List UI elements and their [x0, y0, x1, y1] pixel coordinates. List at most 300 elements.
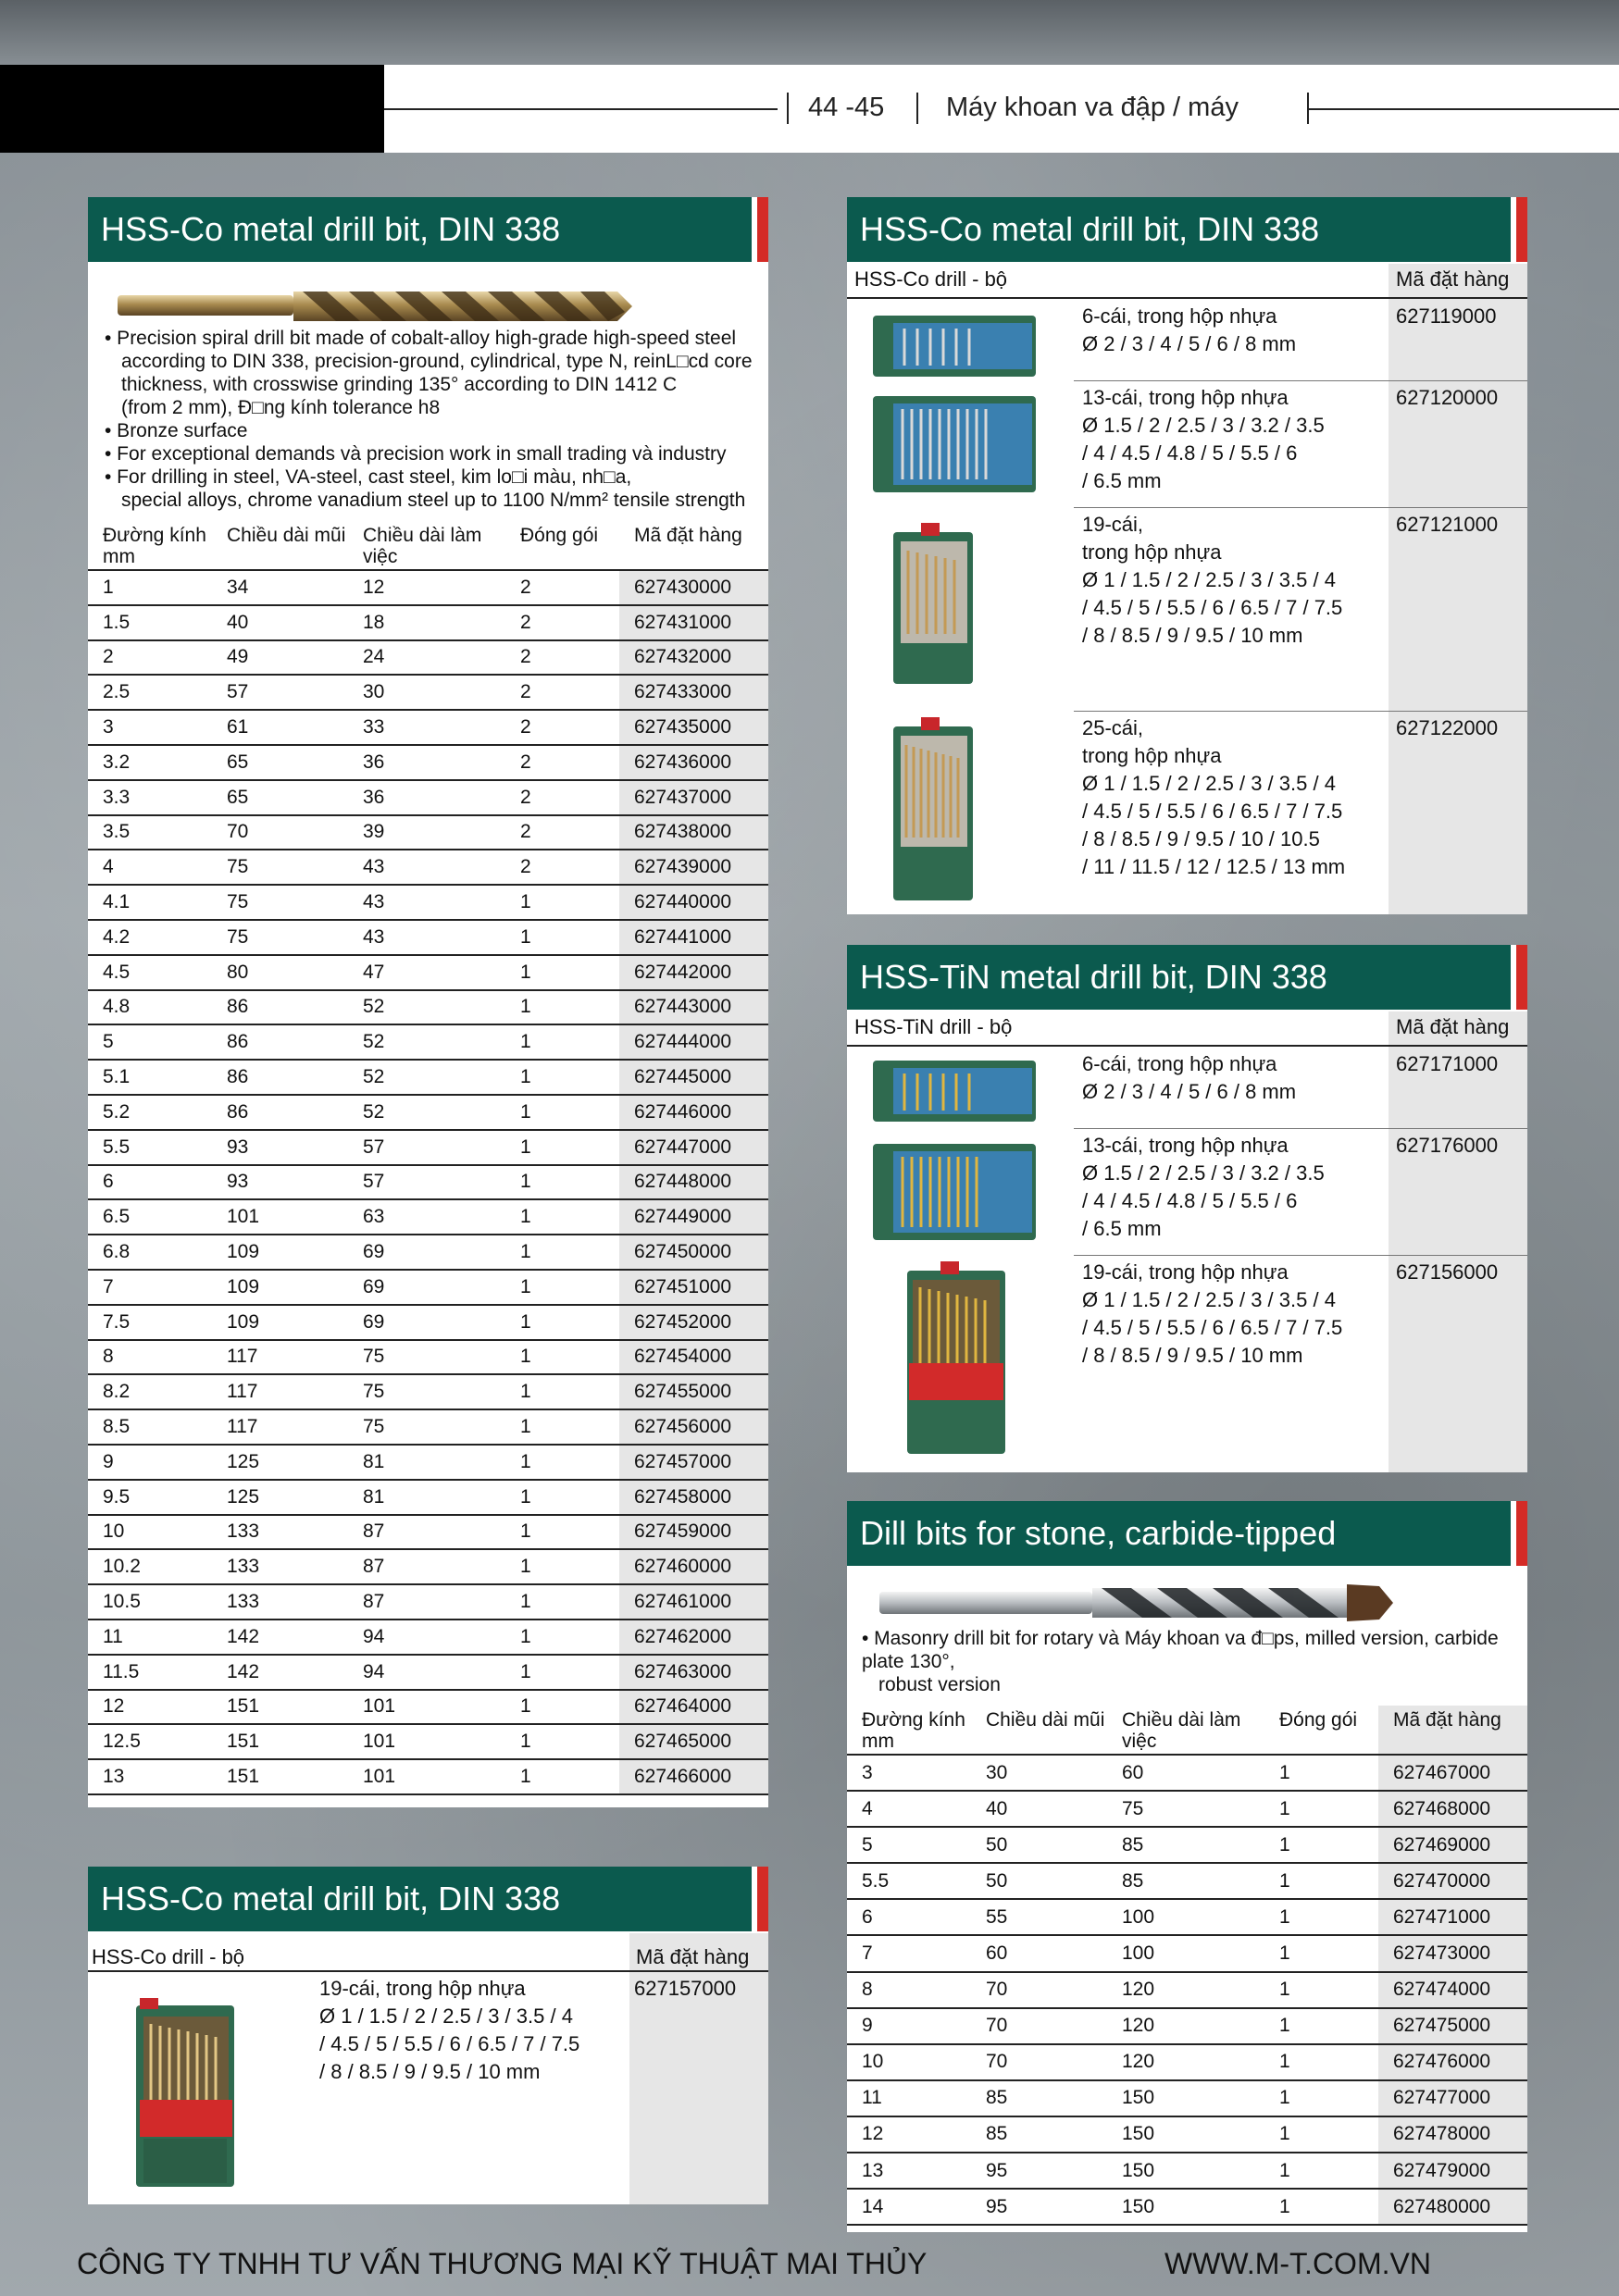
- length-cell: 95: [971, 2189, 1107, 2225]
- panel-title-text: HSS-TiN metal drill bit, DIN 338: [860, 958, 1327, 996]
- working-length-cell: 150: [1107, 2153, 1264, 2189]
- pack-cell: 2: [505, 570, 619, 605]
- length-cell: 133: [212, 1549, 348, 1584]
- order-code-cell: 627462000: [619, 1620, 768, 1655]
- working-length-cell: 47: [348, 955, 505, 990]
- working-length-cell: 101: [348, 1724, 505, 1759]
- table-row: [88, 955, 768, 990]
- diameter-cell: 3: [88, 710, 212, 745]
- diameter-cell: 8: [847, 1972, 971, 2008]
- working-length-cell: 101: [348, 1690, 505, 1725]
- header-rule: [88, 1970, 768, 1972]
- set-label: HSS-Co drill - bộ: [92, 1945, 245, 1968]
- order-code-cell: 627480000: [1378, 2189, 1527, 2225]
- set-item-line: / 6.5 mm: [1082, 1217, 1162, 1240]
- table-row: [847, 1791, 1527, 1827]
- table-row: [88, 605, 768, 640]
- order-code-cell: 627451000: [619, 1270, 768, 1305]
- feature-line: robust version: [878, 1674, 1001, 1695]
- table-row: [847, 2008, 1527, 2044]
- panel-title: [847, 197, 1527, 262]
- pack-cell: 1: [505, 1270, 619, 1305]
- working-length-cell: 43: [348, 920, 505, 955]
- length-cell: 117: [212, 1409, 348, 1445]
- set-item-description: [1082, 714, 1345, 881]
- order-code-cell: 627460000: [619, 1549, 768, 1584]
- length-cell: 109: [212, 1235, 348, 1270]
- pack-cell: 1: [1264, 1899, 1378, 1935]
- pack-cell: 1: [1264, 1791, 1378, 1827]
- order-code-cell: 627452000: [619, 1305, 768, 1340]
- panel-title-text: HSS-Co metal drill bit, DIN 338: [101, 1880, 561, 1917]
- tin-set-case-13-image: [873, 1144, 1040, 1246]
- set-item-line: 25-cái,: [1082, 716, 1144, 739]
- table-row: [88, 570, 768, 605]
- length-cell: 80: [212, 955, 348, 990]
- diameter-cell: 3.3: [88, 780, 212, 815]
- length-cell: 75: [212, 920, 348, 955]
- website-link[interactable]: WWW.M-T.COM.VN: [1164, 2247, 1431, 2280]
- order-code-cell: 627467000: [1378, 1755, 1527, 1791]
- pack-cell: 1: [505, 1305, 619, 1340]
- table-row: [88, 1480, 768, 1515]
- set-item-description: [319, 1975, 579, 2086]
- table-row: [88, 1445, 768, 1480]
- pack-cell: 1: [1264, 2044, 1378, 2080]
- page-title: Máy khoan va đập / máy: [946, 93, 1239, 122]
- length-cell: 61: [212, 710, 348, 745]
- panel-title: [847, 945, 1527, 1010]
- length-cell: 70: [212, 815, 348, 850]
- diameter-cell: 2.5: [88, 675, 212, 710]
- pack-cell: 1: [1264, 2008, 1378, 2044]
- header-rule: [847, 297, 1527, 299]
- drill-bit-image: [118, 279, 636, 334]
- pack-cell: 1: [505, 1409, 619, 1445]
- diameter-cell: 4.1: [88, 885, 212, 920]
- order-code-cell: 627435000: [619, 710, 768, 745]
- set-item-line: 6-cái, trong hộp nhựa: [1082, 1052, 1277, 1075]
- column-header: Chiều dài mũi: [212, 521, 348, 570]
- diameter-cell: 7.5: [88, 1305, 212, 1340]
- order-code-cell: 627478000: [1378, 2116, 1527, 2153]
- working-length-cell: 57: [348, 1130, 505, 1165]
- table-row: [88, 1620, 768, 1655]
- table-header-row: [847, 1706, 1527, 1755]
- set-item-line: 19-cái,: [1082, 513, 1144, 536]
- length-cell: 60: [971, 1935, 1107, 1971]
- working-length-cell: 52: [348, 1095, 505, 1130]
- length-cell: 117: [212, 1374, 348, 1409]
- order-code-cell: 627446000: [619, 1095, 768, 1130]
- table-row: [88, 1024, 768, 1060]
- table-row: [88, 1549, 768, 1584]
- table-row: [88, 1655, 768, 1690]
- table-row: [88, 1095, 768, 1130]
- order-code-cell: 627440000: [619, 885, 768, 920]
- order-code-cell: 627447000: [619, 1130, 768, 1165]
- working-length-cell: 30: [348, 675, 505, 710]
- order-code-cell: 627459000: [619, 1515, 768, 1550]
- set-item-line: Ø 1 / 1.5 / 2 / 2.5 / 3 / 3.5 / 4: [1082, 772, 1336, 795]
- order-code-cell: 627471000: [1378, 1899, 1527, 1935]
- table-row: [88, 885, 768, 920]
- working-length-cell: 100: [1107, 1899, 1264, 1935]
- order-code-cell: 627450000: [619, 1235, 768, 1270]
- pack-cell: 1: [505, 1130, 619, 1165]
- set-item-line: 6-cái, trong hộp nhựa: [1082, 304, 1277, 328]
- working-length-cell: 94: [348, 1655, 505, 1690]
- length-cell: 142: [212, 1620, 348, 1655]
- table-row: [847, 1972, 1527, 2008]
- order-code-cell: 627439000: [619, 850, 768, 885]
- working-length-cell: 75: [1107, 1791, 1264, 1827]
- set-order-code: 627171000: [1396, 1052, 1499, 1075]
- set-item-line: / 4.5 / 5 / 5.5 / 6 / 6.5 / 7 / 7.5: [319, 2032, 580, 2055]
- set-item-line: / 8 / 8.5 / 9 / 9.5 / 10 mm: [319, 2060, 541, 2083]
- feature-line: according to DIN 338, precision-ground, cylindrical, type N, reinL□cd core: [121, 351, 753, 372]
- length-cell: 142: [212, 1655, 348, 1690]
- feature-line: • For exceptional demands và precision work in small trading và industry: [105, 443, 727, 465]
- order-code-cell: 627474000: [1378, 1972, 1527, 2008]
- working-length-cell: 24: [348, 640, 505, 676]
- drill-set-case-13-image: [873, 396, 1040, 498]
- length-cell: 151: [212, 1759, 348, 1794]
- pack-cell: 1: [1264, 2080, 1378, 2116]
- feature-line: • Masonry drill bit for rotary và Máy khoan va đ□ps, milled version, carbide plate 130°,: [862, 1628, 1499, 1672]
- diameter-cell: 1: [88, 570, 212, 605]
- order-code-cell: 627466000: [619, 1759, 768, 1794]
- pack-cell: 2: [505, 605, 619, 640]
- order-code-column: [1389, 264, 1527, 914]
- table-row: [847, 1755, 1527, 1791]
- length-cell: 109: [212, 1270, 348, 1305]
- working-length-cell: 75: [348, 1340, 505, 1375]
- set-item-line: Ø 1.5 / 2 / 2.5 / 3 / 3.2 / 3.5: [1082, 414, 1325, 437]
- pack-cell: 1: [505, 1655, 619, 1690]
- set-item-line: 19-cái, trong hộp nhựa: [1082, 1260, 1289, 1284]
- length-cell: 50: [971, 1827, 1107, 1863]
- panel-title-text: Dill bits for stone, carbide-tipped: [860, 1514, 1337, 1552]
- red-accent-bar: [757, 1867, 768, 1931]
- pack-cell: 1: [505, 1620, 619, 1655]
- header-divider: [787, 93, 789, 124]
- set-label: HSS-Co drill - bộ: [854, 267, 1008, 291]
- pack-cell: 1: [505, 1024, 619, 1060]
- tin-set-case-6-image: [873, 1061, 1040, 1125]
- length-cell: 93: [212, 1130, 348, 1165]
- diameter-cell: 8.2: [88, 1374, 212, 1409]
- order-code-cell: 627476000: [1378, 2044, 1527, 2080]
- column-header: Chiều dài mũi: [971, 1706, 1107, 1755]
- feature-line: special alloys, chrome vanadium steel up to 1100 N/mm² tensile strength: [121, 490, 746, 511]
- working-length-cell: 69: [348, 1305, 505, 1340]
- length-cell: 34: [212, 570, 348, 605]
- length-cell: 65: [212, 745, 348, 780]
- set-item-line: 13-cái, trong hộp nhựa: [1082, 1134, 1289, 1157]
- working-length-cell: 150: [1107, 2116, 1264, 2153]
- pack-cell: 1: [1264, 2153, 1378, 2189]
- diameter-cell: 12.5: [88, 1724, 212, 1759]
- order-code-cell: 627454000: [619, 1340, 768, 1375]
- top-texture-strip: [0, 0, 1619, 65]
- set-item-line: Ø 1 / 1.5 / 2 / 2.5 / 3 / 3.5 / 4: [319, 2004, 573, 2028]
- working-length-cell: 85: [1107, 1827, 1264, 1863]
- working-length-cell: 100: [1107, 1935, 1264, 1971]
- header-rule-left: [384, 108, 778, 110]
- panel-title-text: HSS-Co metal drill bit, DIN 338: [860, 210, 1320, 248]
- diameter-cell: 5.5: [88, 1130, 212, 1165]
- pack-cell: 1: [505, 1690, 619, 1725]
- table-row: [88, 1340, 768, 1375]
- diameter-cell: 8: [88, 1340, 212, 1375]
- pack-cell: 1: [505, 920, 619, 955]
- order-code-cell: 627443000: [619, 990, 768, 1025]
- length-cell: 133: [212, 1515, 348, 1550]
- set-row-divider: [1074, 1128, 1527, 1129]
- working-length-cell: 63: [348, 1199, 505, 1235]
- header-black-block: [0, 65, 384, 153]
- table-row: [847, 2044, 1527, 2080]
- length-cell: 101: [212, 1199, 348, 1235]
- header-divider: [916, 93, 918, 124]
- header-rule-right: [1309, 108, 1619, 110]
- column-header: Đóng gói: [1264, 1706, 1378, 1755]
- length-cell: 75: [212, 850, 348, 885]
- length-cell: 86: [212, 1060, 348, 1095]
- length-cell: 85: [971, 2116, 1107, 2153]
- pack-cell: 1: [1264, 1755, 1378, 1791]
- pack-cell: 2: [505, 780, 619, 815]
- panel-title: [88, 1867, 768, 1931]
- pack-cell: 1: [505, 1549, 619, 1584]
- set-row-divider: [1074, 1255, 1527, 1256]
- diameter-cell: 3: [847, 1755, 971, 1791]
- table-row: [88, 745, 768, 780]
- panel-title: [847, 1501, 1527, 1566]
- set-item-line: / 4.5 / 5 / 5.5 / 6 / 6.5 / 7 / 7.5: [1082, 800, 1343, 823]
- table-row: [88, 1305, 768, 1340]
- pack-cell: 1: [1264, 1972, 1378, 2008]
- table-row: [88, 1584, 768, 1620]
- diameter-cell: 6.8: [88, 1235, 212, 1270]
- set-item-line: Ø 2 / 3 / 4 / 5 / 6 / 8 mm: [1082, 332, 1297, 355]
- set-item-line: Ø 1 / 1.5 / 2 / 2.5 / 3 / 3.5 / 4: [1082, 1288, 1336, 1311]
- table-row: [88, 640, 768, 676]
- working-length-cell: 36: [348, 780, 505, 815]
- hss-co-set-panel: [847, 197, 1527, 914]
- drill-set-case-25-image: [893, 717, 977, 902]
- order-code-cell: 627473000: [1378, 1935, 1527, 1971]
- diameter-cell: 10.5: [88, 1584, 212, 1620]
- working-length-cell: 52: [348, 990, 505, 1025]
- table-row: [88, 1199, 768, 1235]
- length-cell: 151: [212, 1690, 348, 1725]
- table-row: [847, 2153, 1527, 2189]
- company-name: CÔNG TY TNHH TƯ VẤN THƯƠNG MẠI KỸ THUẬT MAI THỦY: [77, 2247, 928, 2280]
- order-code-cell: 627442000: [619, 955, 768, 990]
- table-row: [88, 1690, 768, 1725]
- diameter-cell: 10: [88, 1515, 212, 1550]
- tin-set-case-19-image: [907, 1261, 1009, 1456]
- length-cell: 125: [212, 1445, 348, 1480]
- length-cell: 50: [971, 1863, 1107, 1899]
- order-code-cell: 627464000: [619, 1690, 768, 1725]
- pack-cell: 1: [505, 1340, 619, 1375]
- pack-cell: 2: [505, 850, 619, 885]
- set-row-divider: [1074, 711, 1527, 712]
- set-item-description: [1082, 303, 1296, 358]
- red-accent-bar: [1516, 945, 1527, 1010]
- set-item-line: / 11 / 11.5 / 12 / 12.5 / 13 mm: [1082, 855, 1346, 878]
- diameter-cell: 8.5: [88, 1409, 212, 1445]
- table-row: [88, 1165, 768, 1200]
- table-row: [88, 920, 768, 955]
- table-row: [88, 1759, 768, 1794]
- set-item-line: trong hộp nhựa: [1082, 744, 1222, 767]
- pack-cell: 2: [505, 745, 619, 780]
- pack-cell: 1: [505, 1060, 619, 1095]
- order-code-cell: 627445000: [619, 1060, 768, 1095]
- order-code-cell: 627430000: [619, 570, 768, 605]
- table-row: [847, 2080, 1527, 2116]
- length-cell: 93: [212, 1165, 348, 1200]
- working-length-cell: 81: [348, 1480, 505, 1515]
- page-numbers: 44 -45: [808, 93, 885, 122]
- set-order-code: 627120000: [1396, 386, 1499, 409]
- set-item-line: / 4.5 / 5 / 5.5 / 6 / 6.5 / 7 / 7.5: [1082, 596, 1343, 619]
- order-code-cell: 627448000: [619, 1165, 768, 1200]
- feature-line: • Bronze surface: [105, 420, 248, 441]
- length-cell: 55: [971, 1899, 1107, 1935]
- set-item-line: / 6.5 mm: [1082, 469, 1162, 492]
- red-accent-bar: [1516, 1501, 1527, 1566]
- diameter-cell: 4.8: [88, 990, 212, 1025]
- diameter-cell: 11.5: [88, 1655, 212, 1690]
- red-accent-bar: [757, 197, 768, 262]
- drill-set-case-image: [136, 1998, 238, 2189]
- length-cell: 109: [212, 1305, 348, 1340]
- working-length-cell: 94: [348, 1620, 505, 1655]
- set-item-line: / 4 / 4.5 / 4.8 / 5 / 5.5 / 6: [1082, 441, 1298, 465]
- working-length-cell: 85: [1107, 1863, 1264, 1899]
- column-header: Mã đặt hàng: [619, 521, 768, 570]
- feature-line: • Precision spiral drill bit made of cobalt-alloy high-grade high-speed steel: [105, 328, 737, 349]
- diameter-cell: 2: [88, 640, 212, 676]
- order-code-cell: 627477000: [1378, 2080, 1527, 2116]
- order-code-cell: 627465000: [619, 1724, 768, 1759]
- working-length-cell: 150: [1107, 2189, 1264, 2225]
- set-label: HSS-TiN drill - bộ: [854, 1015, 1013, 1038]
- working-length-cell: 87: [348, 1515, 505, 1550]
- working-length-cell: 60: [1107, 1755, 1264, 1791]
- order-code-cell: 627431000: [619, 605, 768, 640]
- diameter-cell: 7: [88, 1270, 212, 1305]
- feature-line: thickness, with crosswise grinding 135° according to DIN 1412 C: [121, 374, 678, 395]
- pack-cell: 1: [1264, 1935, 1378, 1971]
- pack-cell: 1: [505, 885, 619, 920]
- pack-cell: 1: [505, 1759, 619, 1794]
- pack-cell: 1: [1264, 1863, 1378, 1899]
- working-length-cell: 43: [348, 850, 505, 885]
- table-row: [88, 1515, 768, 1550]
- diameter-cell: 13: [847, 2153, 971, 2189]
- length-cell: 86: [212, 1024, 348, 1060]
- drill-set-case-19-image: [893, 523, 977, 685]
- table-row: [847, 1935, 1527, 1971]
- feature-line: • For drilling in steel, VA-steel, cast steel, kim lo□i màu, nh□a,: [105, 466, 632, 488]
- pack-cell: 1: [505, 1095, 619, 1130]
- order-code-cell: 627470000: [1378, 1863, 1527, 1899]
- set-item-line: trong hộp nhựa: [1082, 540, 1222, 564]
- feature-list: [105, 327, 753, 512]
- pack-cell: 1: [1264, 2116, 1378, 2153]
- order-code-cell: 627444000: [619, 1024, 768, 1060]
- set-order-code: 627156000: [1396, 1260, 1499, 1284]
- set-item-line: 13-cái, trong hộp nhựa: [1082, 386, 1289, 409]
- length-cell: 57: [212, 675, 348, 710]
- pack-cell: 1: [1264, 2189, 1378, 2225]
- length-cell: 75: [212, 885, 348, 920]
- diameter-cell: 6: [88, 1165, 212, 1200]
- hss-tin-set-panel: [847, 945, 1527, 1472]
- working-length-cell: 120: [1107, 2008, 1264, 2044]
- drill-set-case-6-image: [873, 316, 1040, 380]
- order-code-column: [1389, 1011, 1527, 1472]
- working-length-cell: 39: [348, 815, 505, 850]
- working-length-cell: 120: [1107, 2044, 1264, 2080]
- column-header: Đường kính mm: [88, 521, 212, 570]
- order-code-header: Mã đặt hàng: [1396, 1015, 1510, 1038]
- pack-cell: 1: [505, 1374, 619, 1409]
- pack-cell: 1: [505, 1235, 619, 1270]
- length-cell: 117: [212, 1340, 348, 1375]
- set-item-description: [1082, 511, 1342, 650]
- table-row: [88, 675, 768, 710]
- set-item-line: / 4.5 / 5 / 5.5 / 6 / 6.5 / 7 / 7.5: [1082, 1316, 1343, 1339]
- diameter-cell: 12: [847, 2116, 971, 2153]
- order-code-cell: 627432000: [619, 640, 768, 676]
- diameter-cell: 5.2: [88, 1095, 212, 1130]
- working-length-cell: 150: [1107, 2080, 1264, 2116]
- working-length-cell: 87: [348, 1584, 505, 1620]
- diameter-cell: 4: [847, 1791, 971, 1827]
- hss-co-spec-table: [88, 521, 768, 1795]
- set-order-code: 627122000: [1396, 716, 1499, 739]
- set-order-code: 627157000: [634, 1977, 737, 2000]
- set-item-line: / 8 / 8.5 / 9 / 9.5 / 10 mm: [1082, 624, 1303, 647]
- working-length-cell: 57: [348, 1165, 505, 1200]
- table-row: [88, 1270, 768, 1305]
- set-item-description: [1082, 1050, 1296, 1106]
- feature-list: [862, 1627, 1510, 1696]
- working-length-cell: 69: [348, 1235, 505, 1270]
- pack-cell: 2: [505, 675, 619, 710]
- order-code-cell: 627433000: [619, 675, 768, 710]
- pack-cell: 1: [1264, 1827, 1378, 1863]
- length-cell: 85: [971, 2080, 1107, 2116]
- pack-cell: 2: [505, 710, 619, 745]
- column-header: Chiều dài làm việc: [348, 521, 505, 570]
- length-cell: 95: [971, 2153, 1107, 2189]
- working-length-cell: 52: [348, 1024, 505, 1060]
- table-row: [847, 2189, 1527, 2225]
- set-order-code: 627121000: [1396, 513, 1499, 536]
- pack-cell: 1: [505, 990, 619, 1025]
- diameter-cell: 6: [847, 1899, 971, 1935]
- order-code-cell: 627463000: [619, 1655, 768, 1690]
- order-code-cell: 627449000: [619, 1199, 768, 1235]
